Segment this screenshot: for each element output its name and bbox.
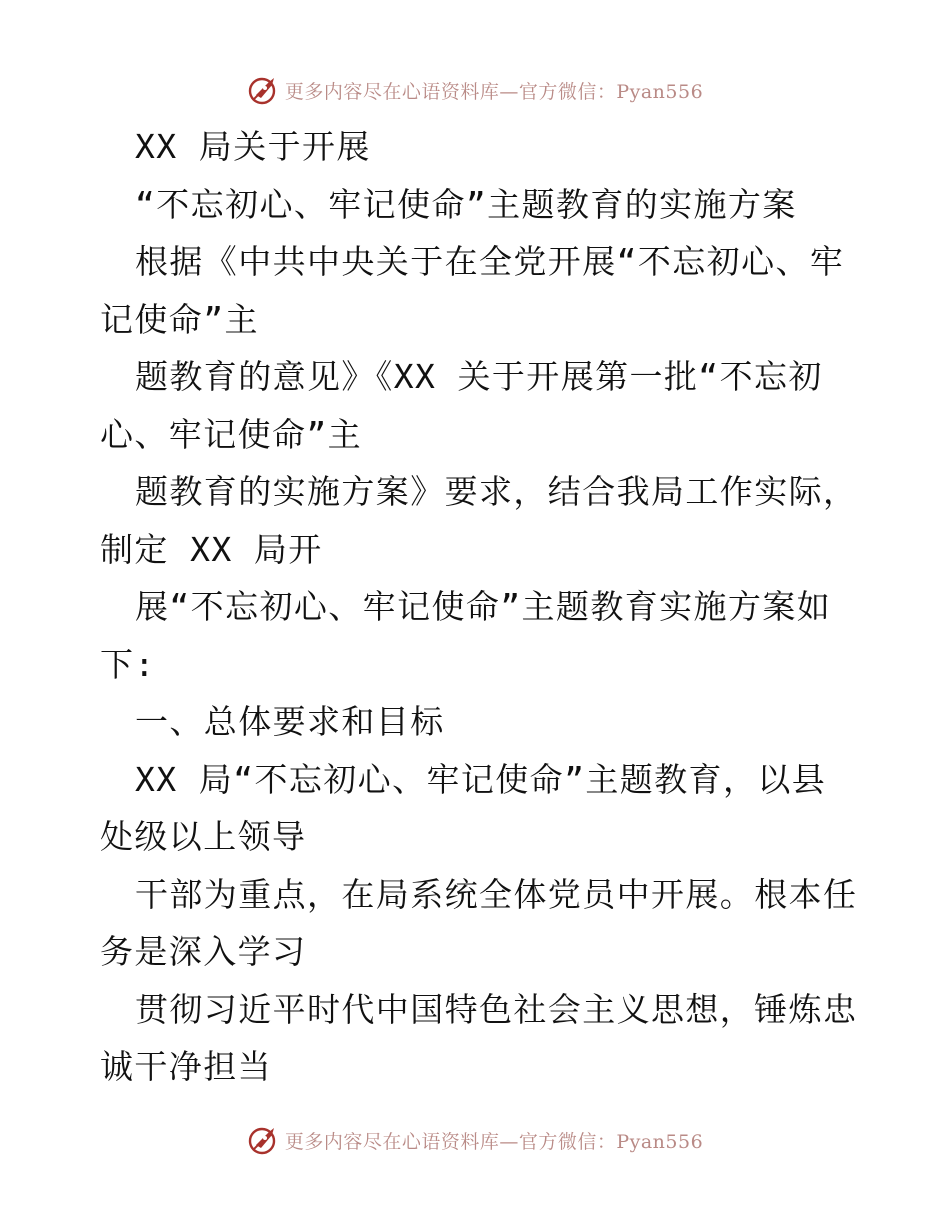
text-line: 根据《中共中央关于在全党开展“不忘初心、牢: [135, 242, 845, 281]
banner-text: 更多内容尽在心语资料库—官方微信：Pyan556: [284, 1130, 704, 1153]
text-line: XX 局关于开展: [135, 127, 371, 166]
text-line: 展“不忘初心、牢记使命”主题教育实施方案如: [135, 587, 832, 626]
text-line: 题教育的实施方案》要求，结合我局工作实际，: [135, 472, 858, 511]
text-line: 一、总体要求和目标: [135, 702, 445, 741]
text-line: 心、牢记使命”主: [100, 414, 363, 454]
pen-nib-seal-icon: [247, 73, 281, 107]
text-line: 处级以上领导: [100, 817, 307, 856]
text-line: 诚干净担当: [100, 1047, 272, 1086]
text-line: XX 局“不忘初心、牢记使命”主题教育，以县: [135, 759, 827, 799]
banner-text: 更多内容尽在心语资料库—官方微信：Pyan556: [284, 80, 704, 103]
text-line: 题教育的意见》《XX 关于开展第一批“不忘初: [135, 357, 823, 396]
footer-banner: [0, 1120, 950, 1160]
text-line: 制定 XX 局开: [100, 529, 323, 569]
text-line: “不忘初心、牢记使命”主题教育的实施方案: [135, 184, 797, 224]
text-line: 干部为重点，在局系统全体党员中开展。根本任: [135, 874, 858, 914]
text-line: 记使命”主: [100, 299, 259, 339]
text-line: 下:: [100, 644, 156, 684]
text-line: 贯彻习近平时代中国特色社会主义思想，锤炼忠: [135, 989, 858, 1029]
header-banner: [0, 70, 950, 110]
text-line: 务是深入学习: [100, 932, 307, 971]
document-body: [100, 118, 860, 1096]
pen-nib-seal-icon: [247, 1123, 281, 1157]
